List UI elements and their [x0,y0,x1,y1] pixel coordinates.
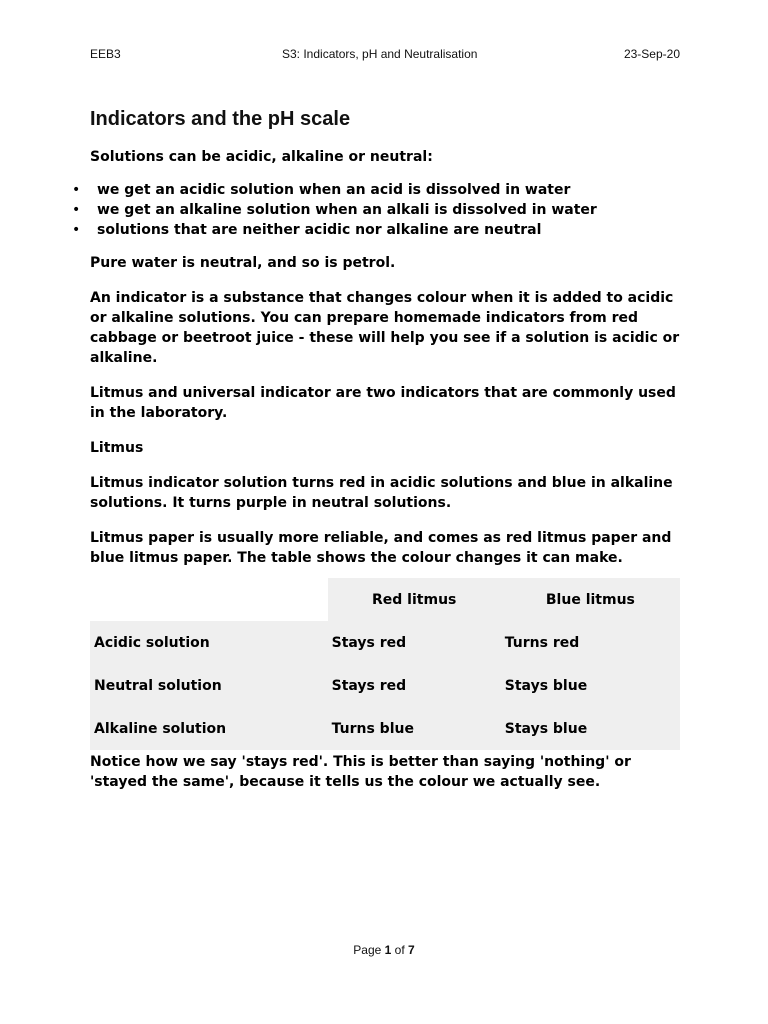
table-cell: Stays blue [501,707,680,750]
table-cell: Turns blue [328,707,501,750]
table-cell: Stays red [328,621,501,664]
litmus-table [90,578,680,750]
table-cell: Stays blue [501,664,680,707]
table-cell: Neutral solution [90,664,328,707]
list-item [72,200,690,220]
document-body [72,106,690,807]
list-item [72,220,690,240]
table-row [90,707,680,750]
table-cell: Stays red [328,664,501,707]
page-label: Page [353,943,385,957]
intro-paragraph: Solutions can be acidic, alkaline or neutral: [90,149,433,165]
page-footer [0,943,768,957]
notice-paragraph: Notice how we say 'stays red'. This is better than saying 'nothing' or 'stayed the same', because it tells us the colour we actually see. [90,754,631,790]
document-date: 23-Sep-20 [623,47,680,61]
document-title: S3: Indicators, pH and Neutralisation [282,47,478,61]
common-indicators-paragraph: Litmus and universal indicator are two indicators that are commonly used in the laboratory. [90,385,676,421]
list-item-text: we get an acidic solution when an acid is dissolved in water [97,182,571,198]
litmus-paper-paragraph: Litmus paper is usually more reliable, and comes as red litmus paper and blue litmus paper. The table shows the colour changes it can make. [90,530,672,566]
list-item [72,180,690,200]
table-row [90,664,680,707]
table-header-cell: Blue litmus [501,578,680,621]
table-cell: Alkaline solution [90,707,328,750]
litmus-solution-paragraph: Litmus indicator solution turns red in acidic solutions and blue in alkaline solutions. It turns purple in neutral solutions. [90,475,673,511]
current-page-number: 1 [384,943,392,957]
page-of-label: of [391,943,409,957]
bullet-list [72,180,690,240]
table-header-row [90,578,680,621]
page-title: Indicators and the pH scale [90,108,351,130]
list-item-text: we get an alkaline solution when an alkali is dissolved in water [97,202,597,218]
indicator-paragraph: An indicator is a substance that changes colour when it is added to acidic or alkaline solutions. You can prepare homemade indicators from red cabbage or beetroot juice - these will help you see if a solution is acidic or alkaline. [90,290,680,366]
litmus-heading: Litmus [90,440,144,456]
bullet-icon: • [72,222,81,238]
total-page-count: 7 [408,943,415,957]
table-row [90,621,680,664]
course-code: EEB3 [90,47,121,61]
table-cell: Acidic solution [90,621,328,664]
table-header-cell: Red litmus [328,578,501,621]
bullet-icon: • [72,202,81,218]
table-cell: Turns red [501,621,680,664]
pure-water-paragraph: Pure water is neutral, and so is petrol. [90,255,396,271]
table-header-cell [90,578,328,621]
page-header [90,47,680,65]
list-item-text: solutions that are neither acidic nor alkaline are neutral [97,222,542,238]
bullet-icon: • [72,182,81,198]
